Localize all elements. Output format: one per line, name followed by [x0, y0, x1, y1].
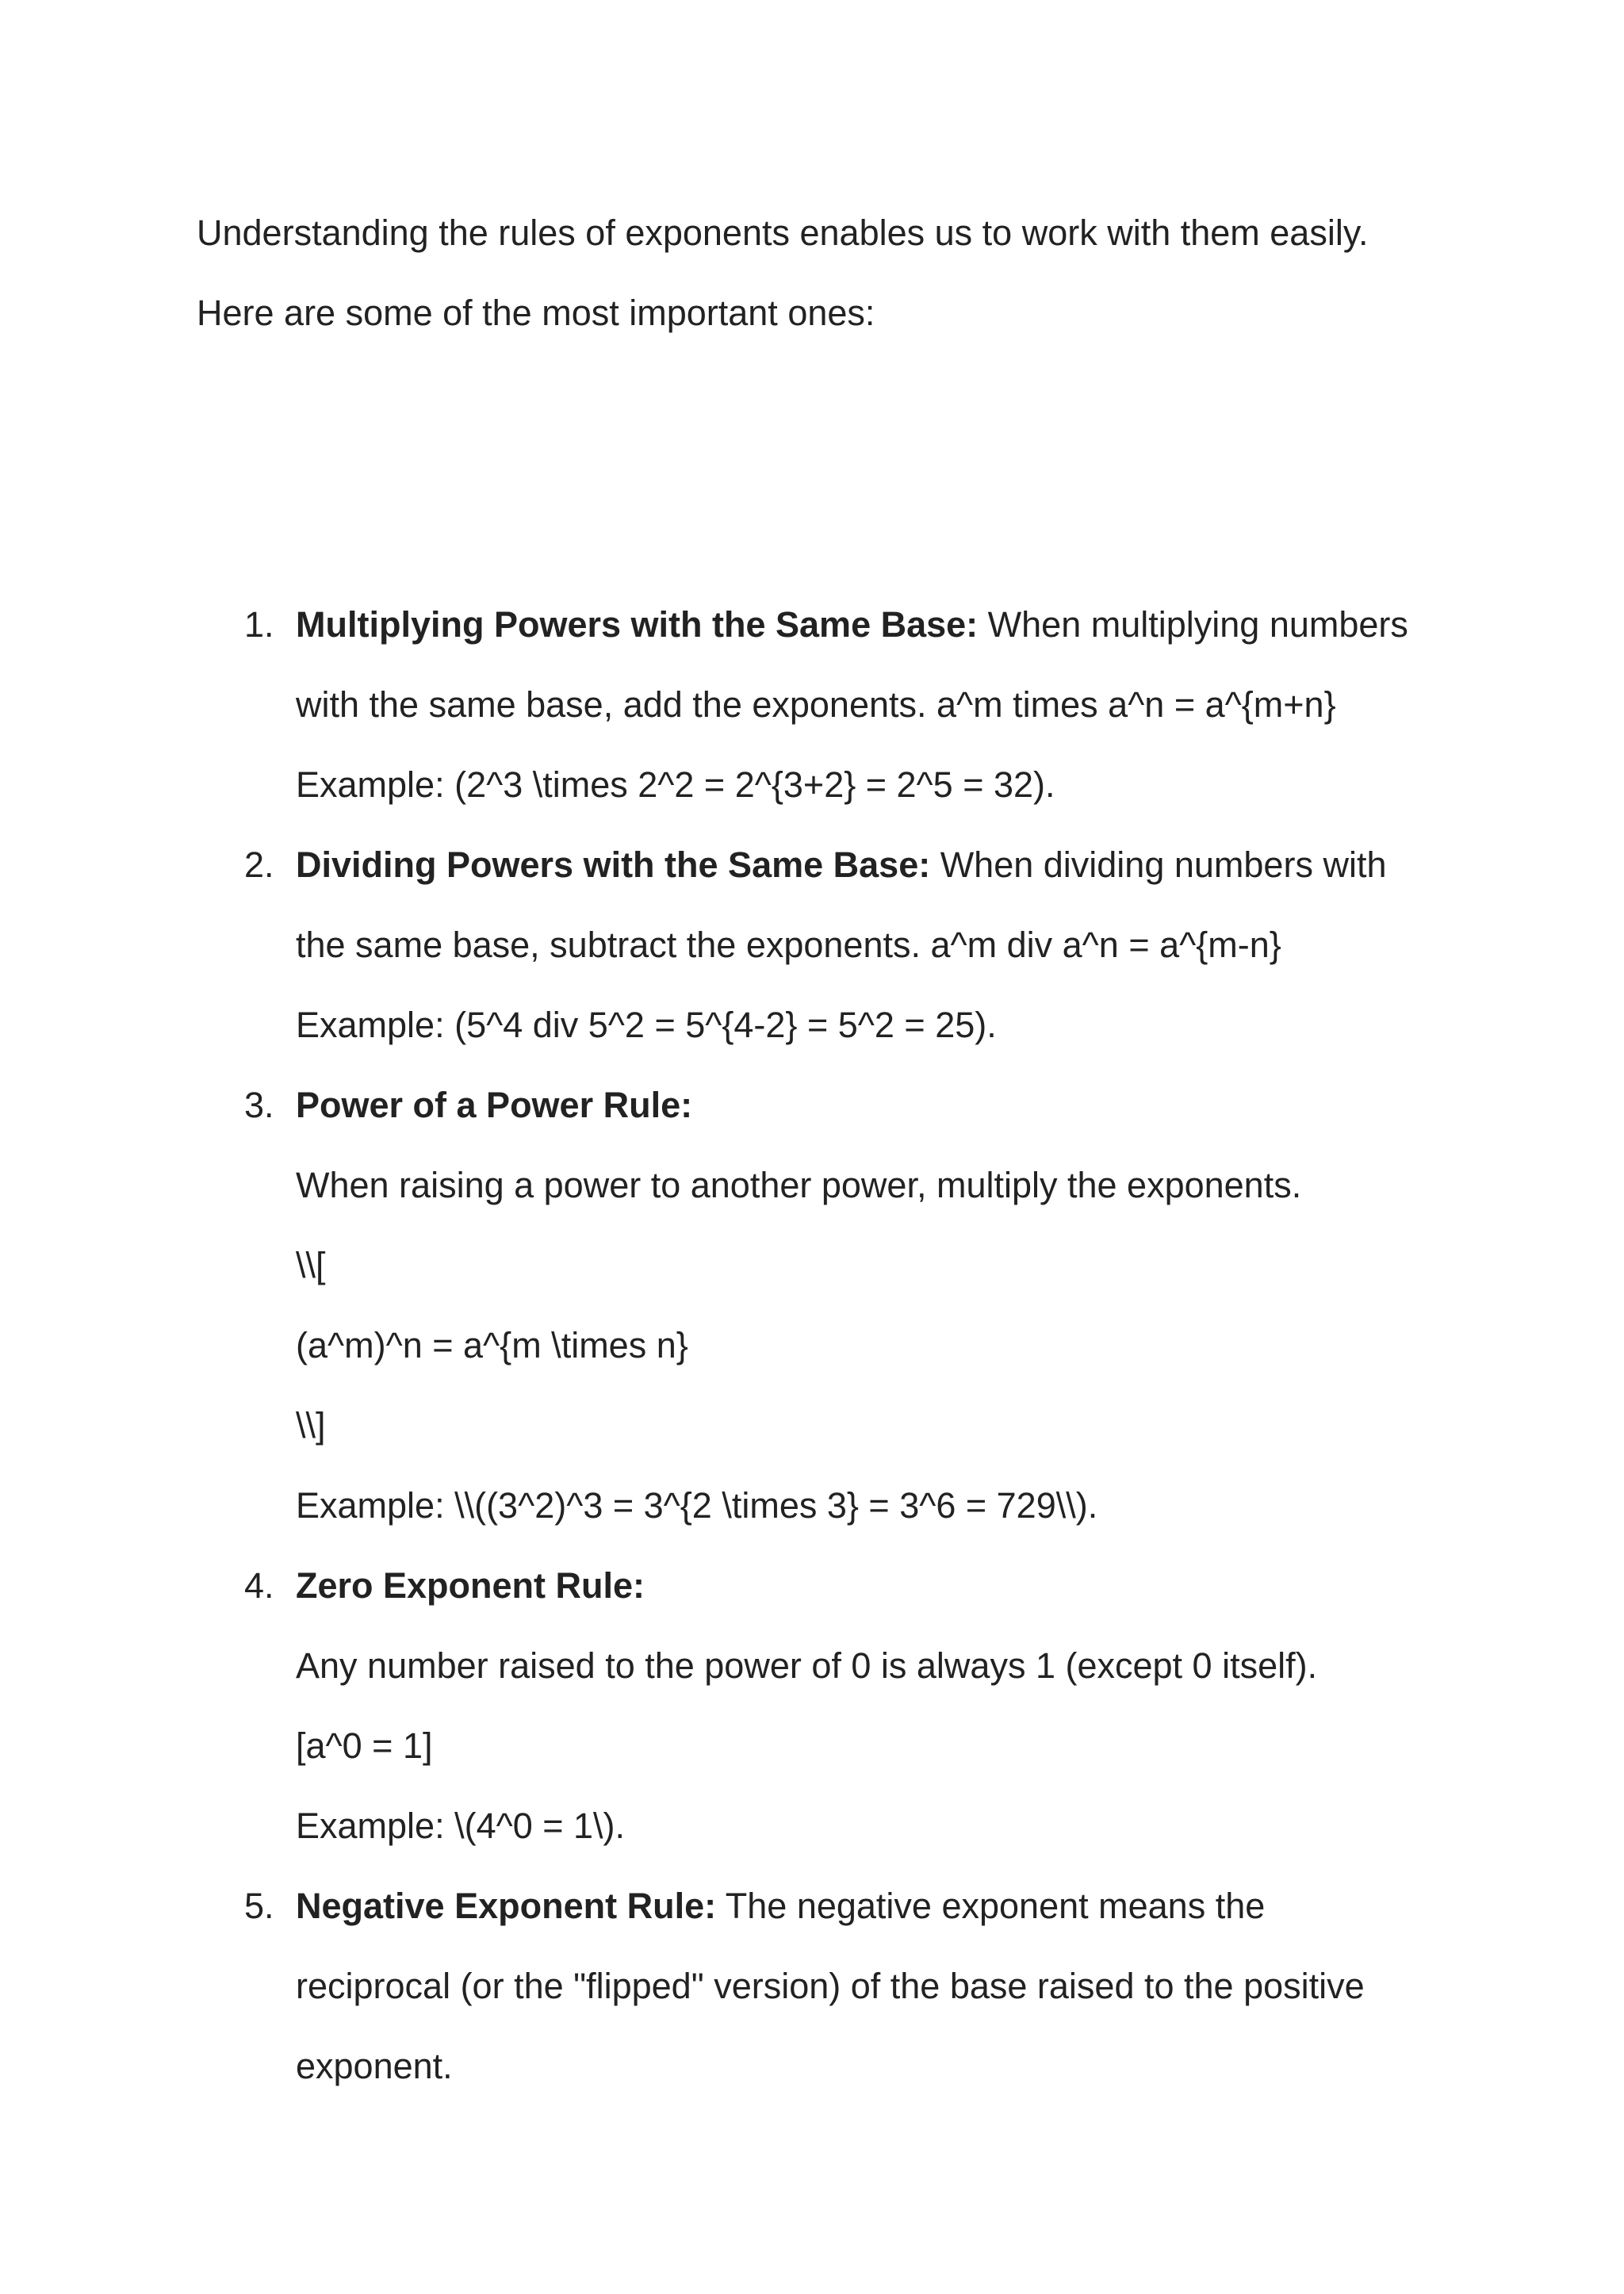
rule-text-line: with the same base, add the exponents. a^m times a^n = a^{m+n} — [296, 684, 1336, 725]
list-number: 5. — [244, 1886, 274, 1926]
rule-item-3 — [197, 1065, 1434, 1545]
rule-text-line: the same base, subtract the exponents. a^m div a^n = a^{m-n} — [296, 925, 1281, 965]
list-number: 3. — [244, 1085, 274, 1125]
rule-title: Negative Exponent Rule: — [296, 1886, 717, 1926]
intro-paragraph — [197, 193, 1465, 353]
rule-item-5 — [197, 1866, 1434, 2106]
list-number: 1. — [244, 604, 274, 645]
rule-item-2 — [197, 825, 1434, 1065]
rule-formula-line: [a^0 = 1] — [296, 1725, 433, 1766]
rule-heading-line — [296, 1545, 1434, 1626]
rule-text-line: When raising a power to another power, multiply the exponents. — [296, 1165, 1302, 1205]
rule-title: Multiplying Powers with the Same Base: — [296, 604, 979, 645]
rule-example-line: Example: (2^3 \times 2^2 = 2^{3+2} = 2^5 = 32). — [296, 764, 1055, 805]
rule-heading-line — [296, 584, 1434, 664]
rule-formula-line: \\] — [296, 1405, 326, 1446]
rule-example-line: Example: \(4^0 = 1\). — [296, 1806, 626, 1846]
rule-title: Zero Exponent Rule: — [296, 1565, 645, 1606]
rule-item-4 — [197, 1545, 1434, 1866]
rule-title: Dividing Powers with the Same Base: — [296, 844, 931, 885]
rule-example-line: Example: (5^4 div 5^2 = 5^{4-2} = 5^2 = 25). — [296, 1005, 997, 1045]
rule-title: Power of a Power Rule: — [296, 1085, 693, 1125]
rule-text: The negative exponent means the — [716, 1886, 1266, 1926]
intro-line: Understanding the rules of exponents enables us to work with them easily. — [197, 213, 1369, 253]
rule-formula-line: \\[ — [296, 1245, 326, 1285]
rule-text: When dividing numbers with — [930, 844, 1387, 885]
rule-formula-line: (a^m)^n = a^{m \times n} — [296, 1325, 688, 1365]
rule-text-line: exponent. — [296, 2046, 453, 2086]
rule-text: When multiplying numbers — [978, 604, 1408, 645]
intro-line: Here are some of the most important ones: — [197, 293, 875, 333]
rule-heading-line — [296, 1065, 1434, 1145]
list-number: 4. — [244, 1565, 274, 1606]
rule-text-line: Any number raised to the power of 0 is always 1 (except 0 itself). — [296, 1645, 1318, 1686]
rule-heading-line — [296, 1866, 1434, 1946]
rule-heading-line — [296, 825, 1434, 905]
exponent-rules-list — [197, 584, 1434, 2106]
rule-text-line: reciprocal (or the "flipped" version) of the base raised to the positive — [296, 1966, 1365, 2006]
list-number: 2. — [244, 844, 274, 885]
rule-item-1 — [197, 584, 1434, 825]
rule-example-line: Example: \\((3^2)^3 = 3^{2 \times 3} = 3^6 = 729\\). — [296, 1485, 1098, 1526]
